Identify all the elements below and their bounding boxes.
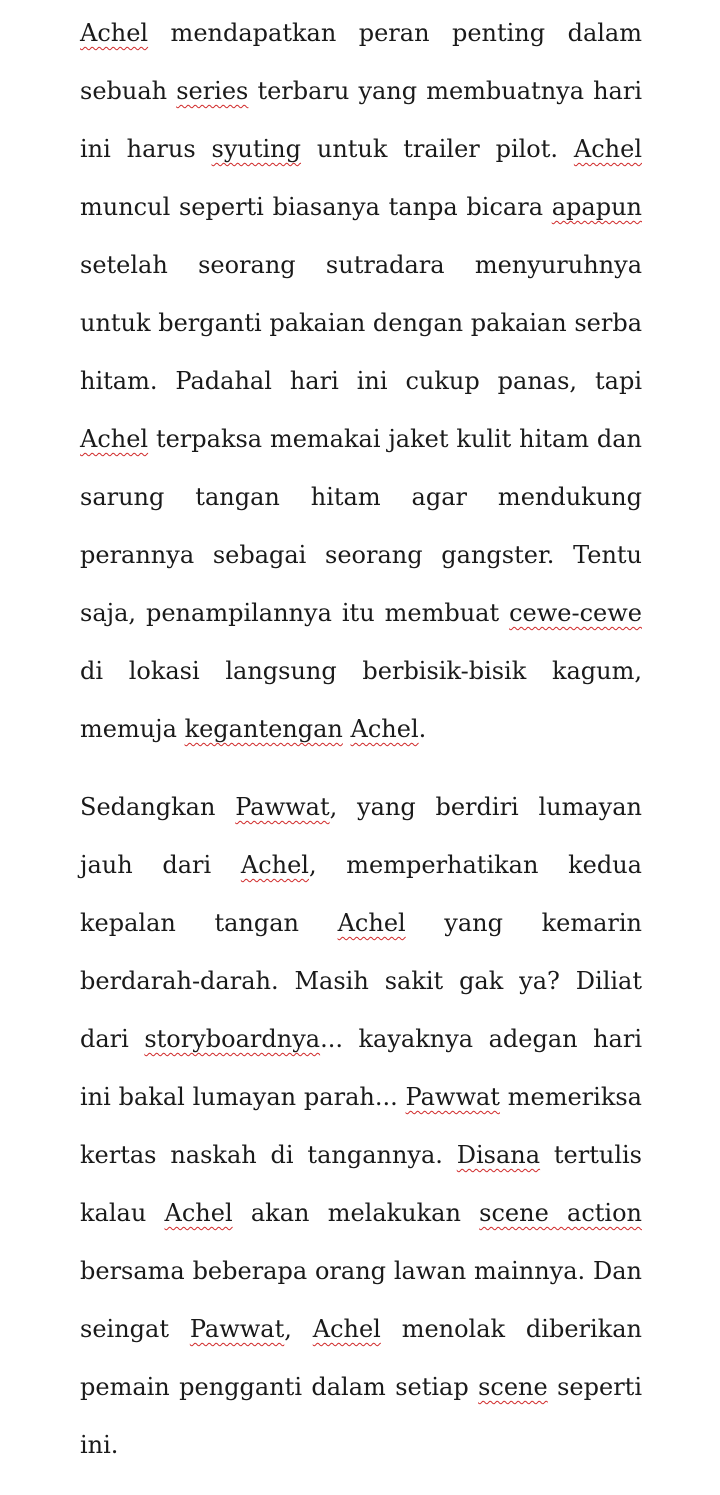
spellcheck-flagged-word: Achel: [164, 1199, 233, 1227]
text-run: .: [418, 715, 427, 743]
spellcheck-flagged-word: Achel: [350, 715, 419, 743]
text-run: muncul seperti biasanya tanpa bicara: [80, 135, 650, 221]
spellcheck-flagged-word: cewe-cewe: [509, 599, 642, 627]
paragraph-spacing: [80, 758, 642, 778]
text-run: tertulis kalau: [80, 1141, 650, 1227]
spellcheck-flagged-word: Achel: [337, 909, 406, 937]
text-run: akan melakukan: [232, 1199, 480, 1227]
spellcheck-flagged-word: Achel: [573, 135, 642, 163]
spellcheck-flagged-word: Disana: [456, 1141, 541, 1169]
text-run: ,: [284, 1315, 313, 1343]
spellcheck-flagged-word: Pawwat: [189, 1315, 285, 1343]
paragraph-1[interactable]: [80, 4, 650, 758]
text-run: ... kayaknya adegan hari ini bakal lumayan parah...: [80, 1025, 650, 1111]
spellcheck-flagged-word: syuting: [211, 135, 302, 163]
spellcheck-flagged-word: storyboardnya: [144, 1025, 321, 1053]
text-run: terpaksa memakai jaket kulit hitam dan sarung tangan hitam agar mendukung perannya sebagai seorang gangster. Tentu saja, penampilannya itu membuat: [80, 425, 650, 627]
spellcheck-flagged-word: Achel: [240, 851, 309, 879]
spellcheck-flagged-word: Pawwat: [405, 1083, 500, 1111]
text-run: terbaru yang membuatnya hari ini harus: [80, 77, 650, 163]
spellcheck-flagged-word: kegantengan: [184, 715, 343, 743]
text-run: di lokasi langsung berbisik-bisik kagum, memuja: [80, 599, 650, 743]
text-run: Sedangkan: [80, 793, 236, 821]
text-run: mendapatkan peran penting dalam sebuah: [80, 19, 650, 105]
spellcheck-flagged-word: Achel: [80, 425, 149, 453]
spellcheck-flagged-word: scene action: [479, 1199, 642, 1227]
spellcheck-flagged-word: Achel: [80, 19, 149, 47]
text-run: untuk trailer pilot.: [301, 135, 574, 163]
text-run: [343, 715, 351, 743]
text-run: yang kemarin berdarah-darah. Masih sakit gak ya? Diliat dari: [80, 909, 650, 1053]
text-run: bersama beberapa orang lawan mainnya. Dan seingat: [80, 1199, 650, 1343]
spellcheck-flagged-word: series: [176, 77, 249, 105]
text-run: seperti ini.: [80, 1373, 650, 1459]
text-run: setelah seorang sutradara menyuruhnya untuk berganti pakaian dengan pakaian serba hitam. Padahal hari ini cukup panas, tapi: [80, 193, 650, 395]
text-run: , memperhatikan kedua kepalan tangan: [80, 851, 650, 937]
text-run: , yang berdiri lumayan jauh dari: [80, 793, 650, 879]
text-run: menolak diberikan pemain pengganti dalam setiap: [80, 1315, 650, 1401]
spellcheck-flagged-word: Achel: [312, 1315, 381, 1343]
spellcheck-flagged-word: scene: [478, 1373, 548, 1401]
spellcheck-flagged-word: Pawwat: [235, 793, 330, 821]
text-run: memeriksa kertas naskah di tangannya.: [80, 1083, 650, 1169]
spellcheck-flagged-word: apapun: [551, 193, 642, 221]
document-body[interactable]: [80, 0, 650, 1474]
paragraph-2[interactable]: [80, 778, 650, 1474]
